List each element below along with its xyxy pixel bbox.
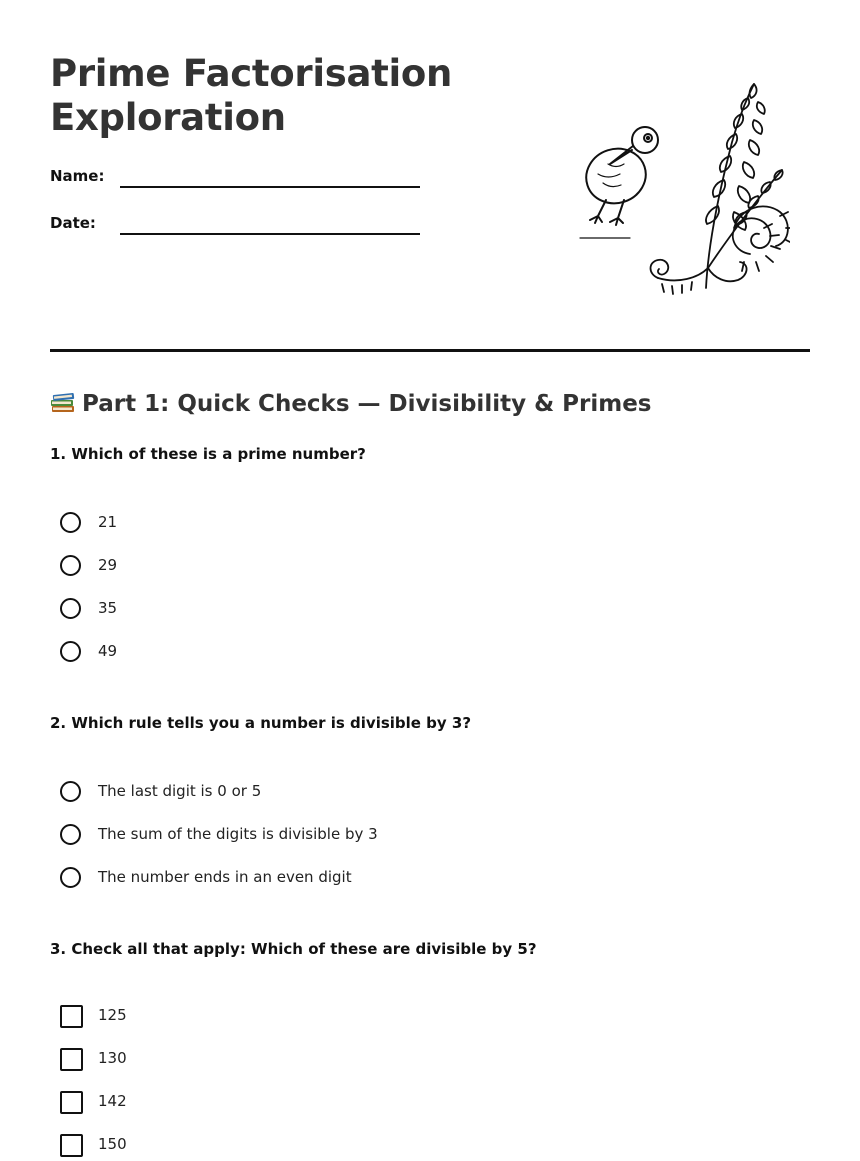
radio-button[interactable] (60, 781, 81, 802)
worksheet-header (50, 52, 810, 302)
checkbox[interactable] (60, 1048, 83, 1071)
option-label: The number ends in an even digit (98, 868, 352, 886)
kiwi-bird-icon (579, 127, 658, 238)
question-3: 3. Check all that apply: Which of these are divisible by 5? (50, 940, 537, 958)
part1-title: Part 1: Quick Checks — Divisibility & Primes (82, 391, 652, 417)
option-label: 142 (98, 1092, 127, 1110)
checkbox[interactable] (60, 1005, 83, 1028)
question-2: 2. Which rule tells you a number is divisible by 3? (50, 714, 472, 732)
q1-option[interactable] (60, 512, 760, 538)
fern-frond-icon (651, 84, 791, 294)
part1-heading (50, 388, 652, 420)
title-line-1: Prime Factorisation (50, 52, 453, 95)
q2-option[interactable] (60, 824, 760, 850)
radio-button[interactable] (60, 512, 81, 533)
q2-option[interactable] (60, 867, 760, 893)
option-label: The sum of the digits is divisible by 3 (98, 825, 378, 843)
option-label: 49 (98, 642, 118, 660)
q3-option[interactable] (60, 1091, 760, 1117)
name-answer-line[interactable] (120, 186, 420, 188)
option-label: 35 (98, 599, 118, 617)
date-label: Date: (50, 214, 96, 232)
radio-button[interactable] (60, 641, 81, 662)
option-label: 150 (98, 1135, 127, 1153)
checkbox[interactable] (60, 1091, 83, 1114)
radio-button[interactable] (60, 824, 81, 845)
option-label: The last digit is 0 or 5 (98, 782, 262, 800)
date-field[interactable] (50, 212, 430, 242)
name-field[interactable] (50, 165, 430, 195)
q1-option[interactable] (60, 555, 760, 581)
q3-option[interactable] (60, 1048, 760, 1074)
question-1: 1. Which of these is a prime number? (50, 445, 366, 463)
title-line-2: Exploration (50, 96, 286, 139)
section-divider (50, 349, 810, 352)
q1-option[interactable] (60, 641, 760, 667)
option-label: 130 (98, 1049, 127, 1067)
q3-option[interactable] (60, 1134, 760, 1160)
date-answer-line[interactable] (120, 233, 420, 235)
option-label: 21 (98, 513, 118, 531)
option-label: 125 (98, 1006, 127, 1024)
q3-option[interactable] (60, 1005, 760, 1031)
worksheet-title (50, 52, 480, 140)
radio-button[interactable] (60, 555, 81, 576)
kiwi-fern-illustration (558, 78, 790, 300)
radio-button[interactable] (60, 598, 81, 619)
q2-option[interactable] (60, 781, 760, 807)
checkbox[interactable] (60, 1134, 83, 1157)
name-label: Name: (50, 167, 105, 185)
option-label: 29 (98, 556, 118, 574)
q1-option[interactable] (60, 598, 760, 624)
books-icon (50, 390, 76, 414)
radio-button[interactable] (60, 867, 81, 888)
